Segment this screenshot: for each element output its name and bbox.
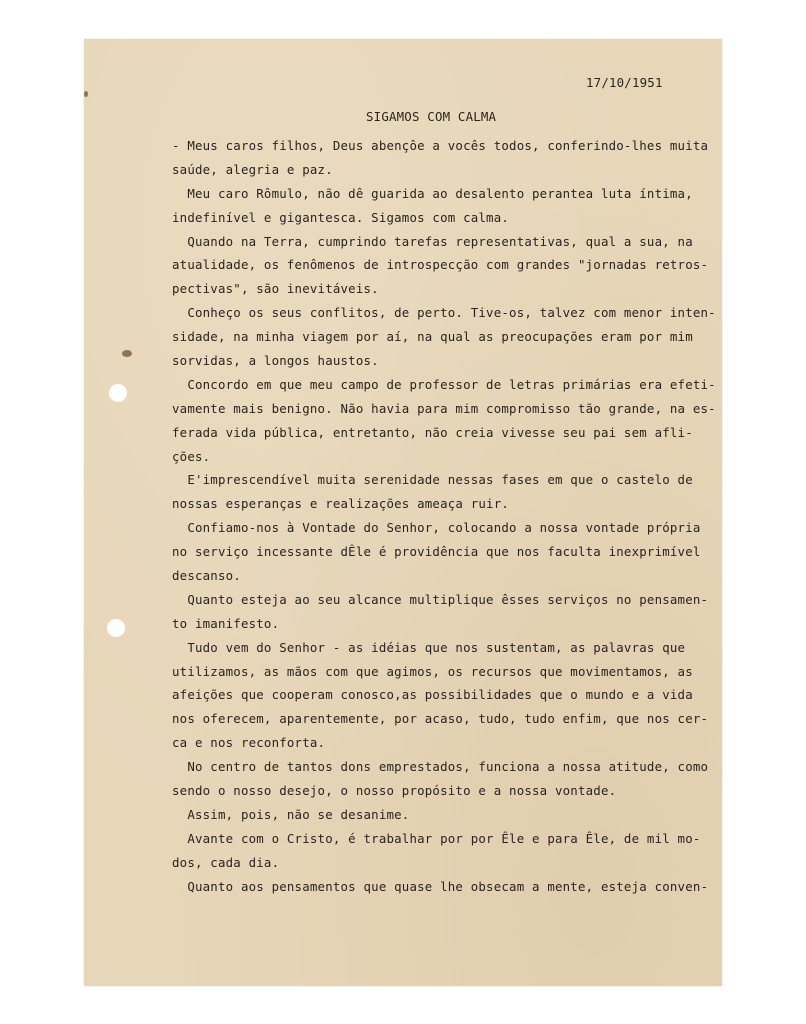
text-line: Tudo vem do Senhor - as idéias que nos sustentam, as palavras que (172, 639, 686, 655)
letter-title: SIGAMOS COM CALMA (366, 109, 497, 124)
text-line: dos, cada dia. (172, 854, 280, 870)
punch-hole (109, 384, 127, 402)
letter-date: 17/10/1951 (586, 75, 663, 90)
typed-letter-page (84, 39, 722, 986)
text-line: Avante com o Cristo, é trabalhar por por Êle e para Êle, de mil mo- (172, 830, 701, 846)
text-line: No centro de tantos dons emprestados, funciona a nossa atitude, como (172, 759, 709, 775)
text-line: - Meus caros filhos, Deus abençôe a vocês todos, conferindo-lhes muita (172, 138, 709, 153)
text-line: sendo o nosso desejo, o nosso propósito e a nossa vontade. (172, 783, 617, 799)
text-line: indefinível e gigantesca. Sigamos com calma. (172, 209, 510, 225)
text-line: nos oferecem, aparentemente, por acaso, tudo, tudo enfim, que nos cer- (172, 711, 709, 727)
text-line: Quando na Terra, cumprindo tarefas representativas, qual a sua, na (172, 233, 693, 249)
text-line: Assim, pois, não se desanime. (172, 806, 410, 822)
text-line: afeições que cooperam conosco,as possibilidades que o mundo e a vida (172, 687, 693, 703)
text-line: Quanto aos pensamentos que quase lhe obsecam a mente, esteja conven- (172, 878, 709, 894)
text-line: E'imprescendível muita serenidade nessas fases em que o castelo de (172, 472, 693, 488)
text-line: to imanifesto. (172, 615, 280, 631)
text-line: atualidade, os fenômenos de introspecção com grandes "jornadas retros- (172, 257, 709, 273)
text-line: sorvidas, a longos haustos. (172, 353, 379, 369)
text-line: ferada vida pública, entretanto, não creia vivesse seu pai sem afli- (172, 424, 693, 440)
text-line: Conheço os seus conflitos, de perto. Tive-os, talvez com menor inten- (172, 305, 716, 321)
text-line: Confiamo-nos à Vontade do Senhor, colocando a nossa vontade própria (172, 520, 701, 536)
text-line: descanso. (172, 568, 241, 584)
paper-stain (122, 350, 132, 357)
punch-hole (107, 619, 125, 637)
paper-stain (84, 91, 88, 97)
text-line: nossas esperanças e realizações ameaça ruir. (172, 496, 510, 512)
letter-body (172, 134, 716, 899)
text-line: pectivas", são inevitáveis. (172, 281, 379, 297)
text-line: no serviço incessante dÊle é providência que nos faculta inexprimível (172, 544, 701, 560)
text-line: sidade, na minha viagem por aí, na qual as preocupações eram por mim (172, 329, 693, 345)
text-line: Meu caro Rômulo, não dê guarida ao desalento perantea luta íntima, (172, 185, 693, 201)
text-line: ções. (172, 448, 211, 464)
text-line: saúde, alegria e paz. (172, 161, 333, 177)
text-line: ca e nos reconforta. (172, 735, 326, 751)
text-line: Concordo em que meu campo de professor de letras primárias era efeti- (172, 376, 716, 392)
text-line: vamente mais benigno. Não havia para mim compromisso tão grande, na es- (172, 400, 716, 416)
text-line: Quanto esteja ao seu alcance multiplique êsses serviços no pensamen- (172, 591, 709, 607)
text-line: utilizamos, as mãos com que agimos, os recursos que movimentamos, as (172, 663, 693, 679)
